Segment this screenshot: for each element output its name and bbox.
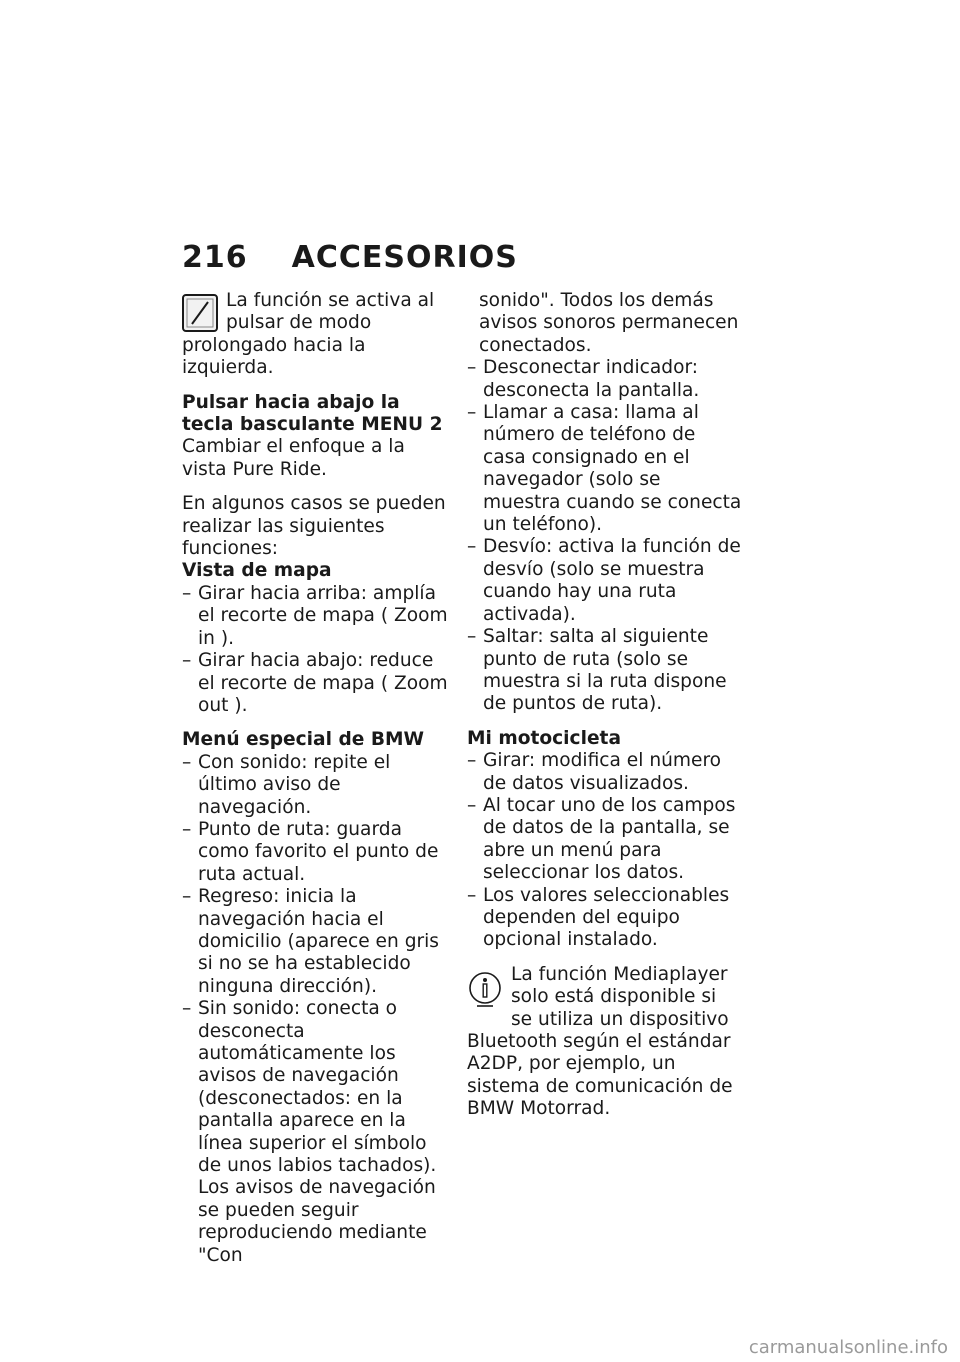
- list-item: – Los valores seleccionables dependen del equipo opcional instalado.: [467, 885, 742, 952]
- list-item: – Punto de ruta: guarda como favorito el punto de ruta actual.: [182, 819, 452, 886]
- footer-watermark: carmanualsonline.info: [748, 1337, 948, 1358]
- list-item: – Girar hacia arriba: amplía el recorte de mapa ( Zoom in ).: [182, 583, 452, 650]
- list-item: – Con sonido: repite el último aviso de navegación.: [182, 752, 452, 819]
- info-block: [467, 964, 742, 1121]
- info-text: La función Mediaplayer solo está disponible si se utiliza un dispositivo Bluetooth según el estándar A2DP, por ejemplo, un sistema de comunicación de BMW Motorrad.: [467, 963, 733, 1120]
- section-title: ACCESORIOS: [291, 240, 518, 275]
- list-item: – Llamar a casa: llama al número de teléfono de casa consignado en el navegador (solo se muestra cuando se conecta un teléfono).: [467, 402, 742, 536]
- note-text: La función se activa al pulsar de modo prolongado hacia la izquierda.: [182, 290, 435, 379]
- list-item: – Sin sonido: conecta o desconecta automáticamente los avisos de navegación (desconectados: en la pantalla aparece en la línea superior el símbolo de unos labios tachados). Los avisos de navegación se pueden seguir reproduciendo mediante "Con: [182, 998, 452, 1267]
- para-functions: En algunos casos se pueden realizar las siguientes funciones:: [182, 493, 446, 560]
- map-list: [182, 583, 452, 717]
- list-item: – Girar: modifica el número de datos visualizados.: [467, 750, 742, 795]
- list-item: – Desvío: activa la función de desvío (solo se muestra cuando hay una ruta activada).: [467, 536, 742, 626]
- para-pure-ride: Cambiar el enfoque a la vista Pure Ride.: [182, 436, 405, 480]
- heading-menu-button: Pulsar hacia abajo la tecla basculante MENU 2: [182, 391, 443, 436]
- list-item-continued: sonido". Todos los demás avisos sonoros permanecen conectados.: [479, 290, 739, 356]
- right-column: [467, 290, 742, 1121]
- list-item: – Girar hacia abajo: reduce el recorte de mapa ( Zoom out ).: [182, 650, 452, 717]
- note-block: [182, 290, 452, 380]
- heading-my-motorcycle: Mi motocicleta: [467, 727, 621, 749]
- page-number: 216: [182, 240, 248, 275]
- list-item: – Saltar: salta al siguiente punto de ruta (solo se muestra si la ruta dispone de puntos de ruta).: [467, 626, 742, 716]
- bmw-list-continued: [467, 290, 742, 716]
- list-item: – Desconectar indicador: desconecta la pantalla.: [467, 357, 742, 402]
- bmw-list: [182, 752, 452, 1267]
- list-item: – Al tocar uno de los campos de datos de la pantalla, se abre un menú para seleccionar los datos.: [467, 795, 742, 885]
- info-icon: [467, 968, 503, 1012]
- list-item: – Regreso: inicia la navegación hacia el domicilio (aparece en gris si no se ha establecido ninguna dirección).: [182, 886, 452, 998]
- left-column: [182, 290, 452, 1267]
- control-note-icon: [182, 294, 218, 332]
- page-header: [182, 240, 518, 275]
- heading-map-view: Vista de mapa: [182, 560, 332, 582]
- heading-bmw-menu: Menú especial de BMW: [182, 729, 425, 751]
- moto-list: [467, 750, 742, 952]
